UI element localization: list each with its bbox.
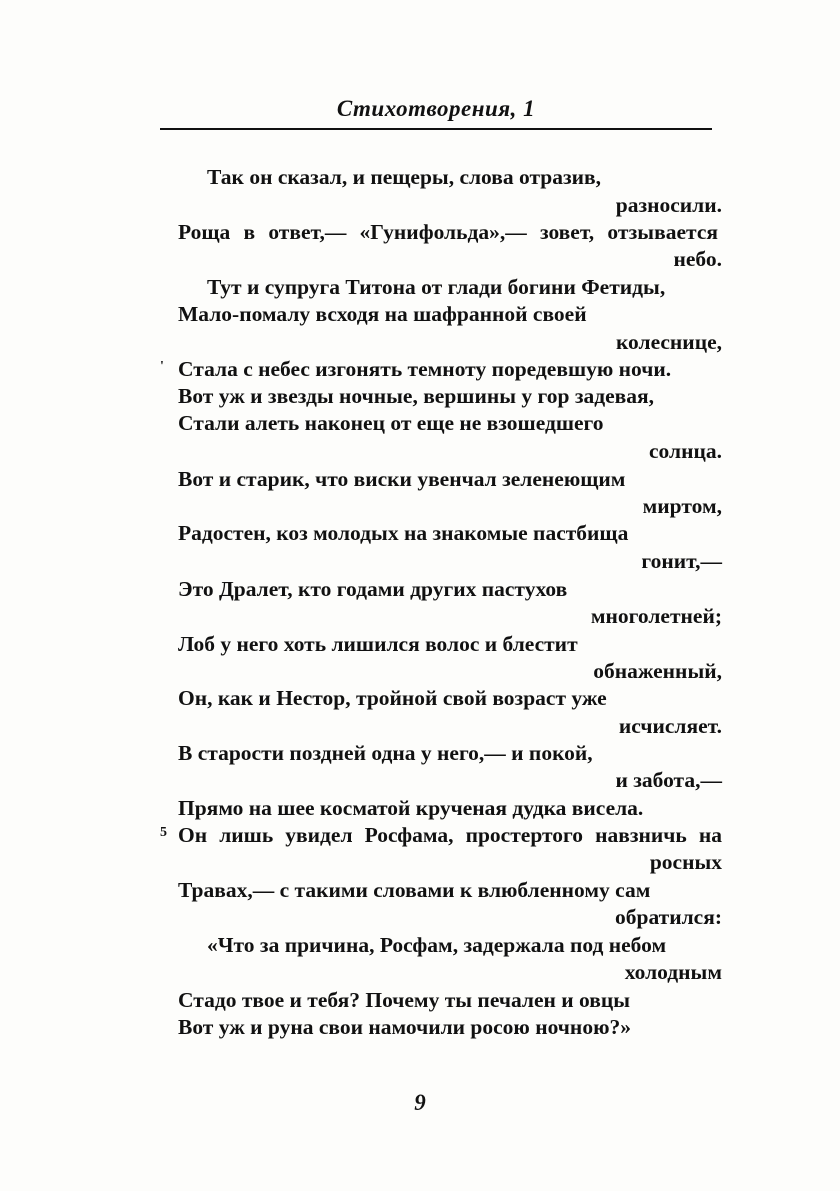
poem-line-continuation: обнаженный, xyxy=(593,659,722,683)
margin-mark: ' xyxy=(160,359,164,374)
poem-line: Роща в ответ,— «Гунифольда»,— зовет, отзывается xyxy=(178,220,718,244)
poem-line-continuation: многолетней; xyxy=(590,604,722,628)
poem-line-continuation: росных xyxy=(649,850,722,874)
poem-line: Стадо твое и тебя? Почему ты печален и овцы xyxy=(178,988,631,1012)
poem-line: Травах,— с такими словами к влюбленному сам xyxy=(178,878,651,902)
poem-line: Мало-помалу всходя на шафранной своей xyxy=(178,302,587,326)
poem-line-continuation: гонит,— xyxy=(641,549,722,573)
poem-line: Радостен, коз молодых на знакомые пастбища xyxy=(178,521,629,545)
poem-line: «Что за причина, Росфам, задержала под небом xyxy=(207,933,667,957)
poem-line: Стала с небес изгонять темноту поредевшую ночи. xyxy=(178,357,672,381)
margin-mark: 5 xyxy=(160,825,167,840)
poem-line-continuation: исчисляет. xyxy=(618,714,722,738)
poem-line: Лоб у него хоть лишился волос и блестит xyxy=(178,632,578,656)
poem-line: Вот и старик, что виски увенчал зеленеющим xyxy=(178,467,626,491)
poem-line-continuation: колеснице, xyxy=(615,330,722,354)
poem-line: Так он сказал, и пещеры, слова отразив, xyxy=(207,165,602,189)
poem-line: Стали алеть наконец от еще не взошедшего xyxy=(178,411,604,435)
header-rule xyxy=(160,128,712,130)
poem-line-continuation: разносили. xyxy=(615,193,722,217)
poem-line: Он, как и Нестор, тройной свой возраст уже xyxy=(178,686,607,710)
poem-line-continuation: небо. xyxy=(673,247,722,271)
poem-line-continuation: обратился: xyxy=(615,905,722,929)
poem-line-continuation: и забота,— xyxy=(615,768,722,792)
poem-line: Прямо на шее косматой крученая дудка висела. xyxy=(178,796,644,820)
page-number: 9 xyxy=(414,1090,426,1115)
poem-line: Вот уж и звезды ночные, вершины у гор задевая, xyxy=(178,384,655,408)
poem-line-continuation: холодным xyxy=(624,960,722,984)
poem-line-continuation: миртом, xyxy=(642,494,722,518)
running-header: Стихотворения, 1 xyxy=(336,96,536,121)
poem-line: В старости поздней одна у него,— и покой, xyxy=(178,741,593,765)
poem-line-continuation: солнца. xyxy=(649,439,722,463)
poem-line: Тут и супруга Титона от глади богини Фетиды, xyxy=(207,275,666,299)
poem-line: Вот уж и руна свои намочили росою ночною?» xyxy=(178,1015,632,1039)
poem-line: Он лишь увидел Росфама, простертого навзничь на xyxy=(178,823,722,847)
poem-line: Это Дралет, кто годами других пастухов xyxy=(178,577,568,601)
